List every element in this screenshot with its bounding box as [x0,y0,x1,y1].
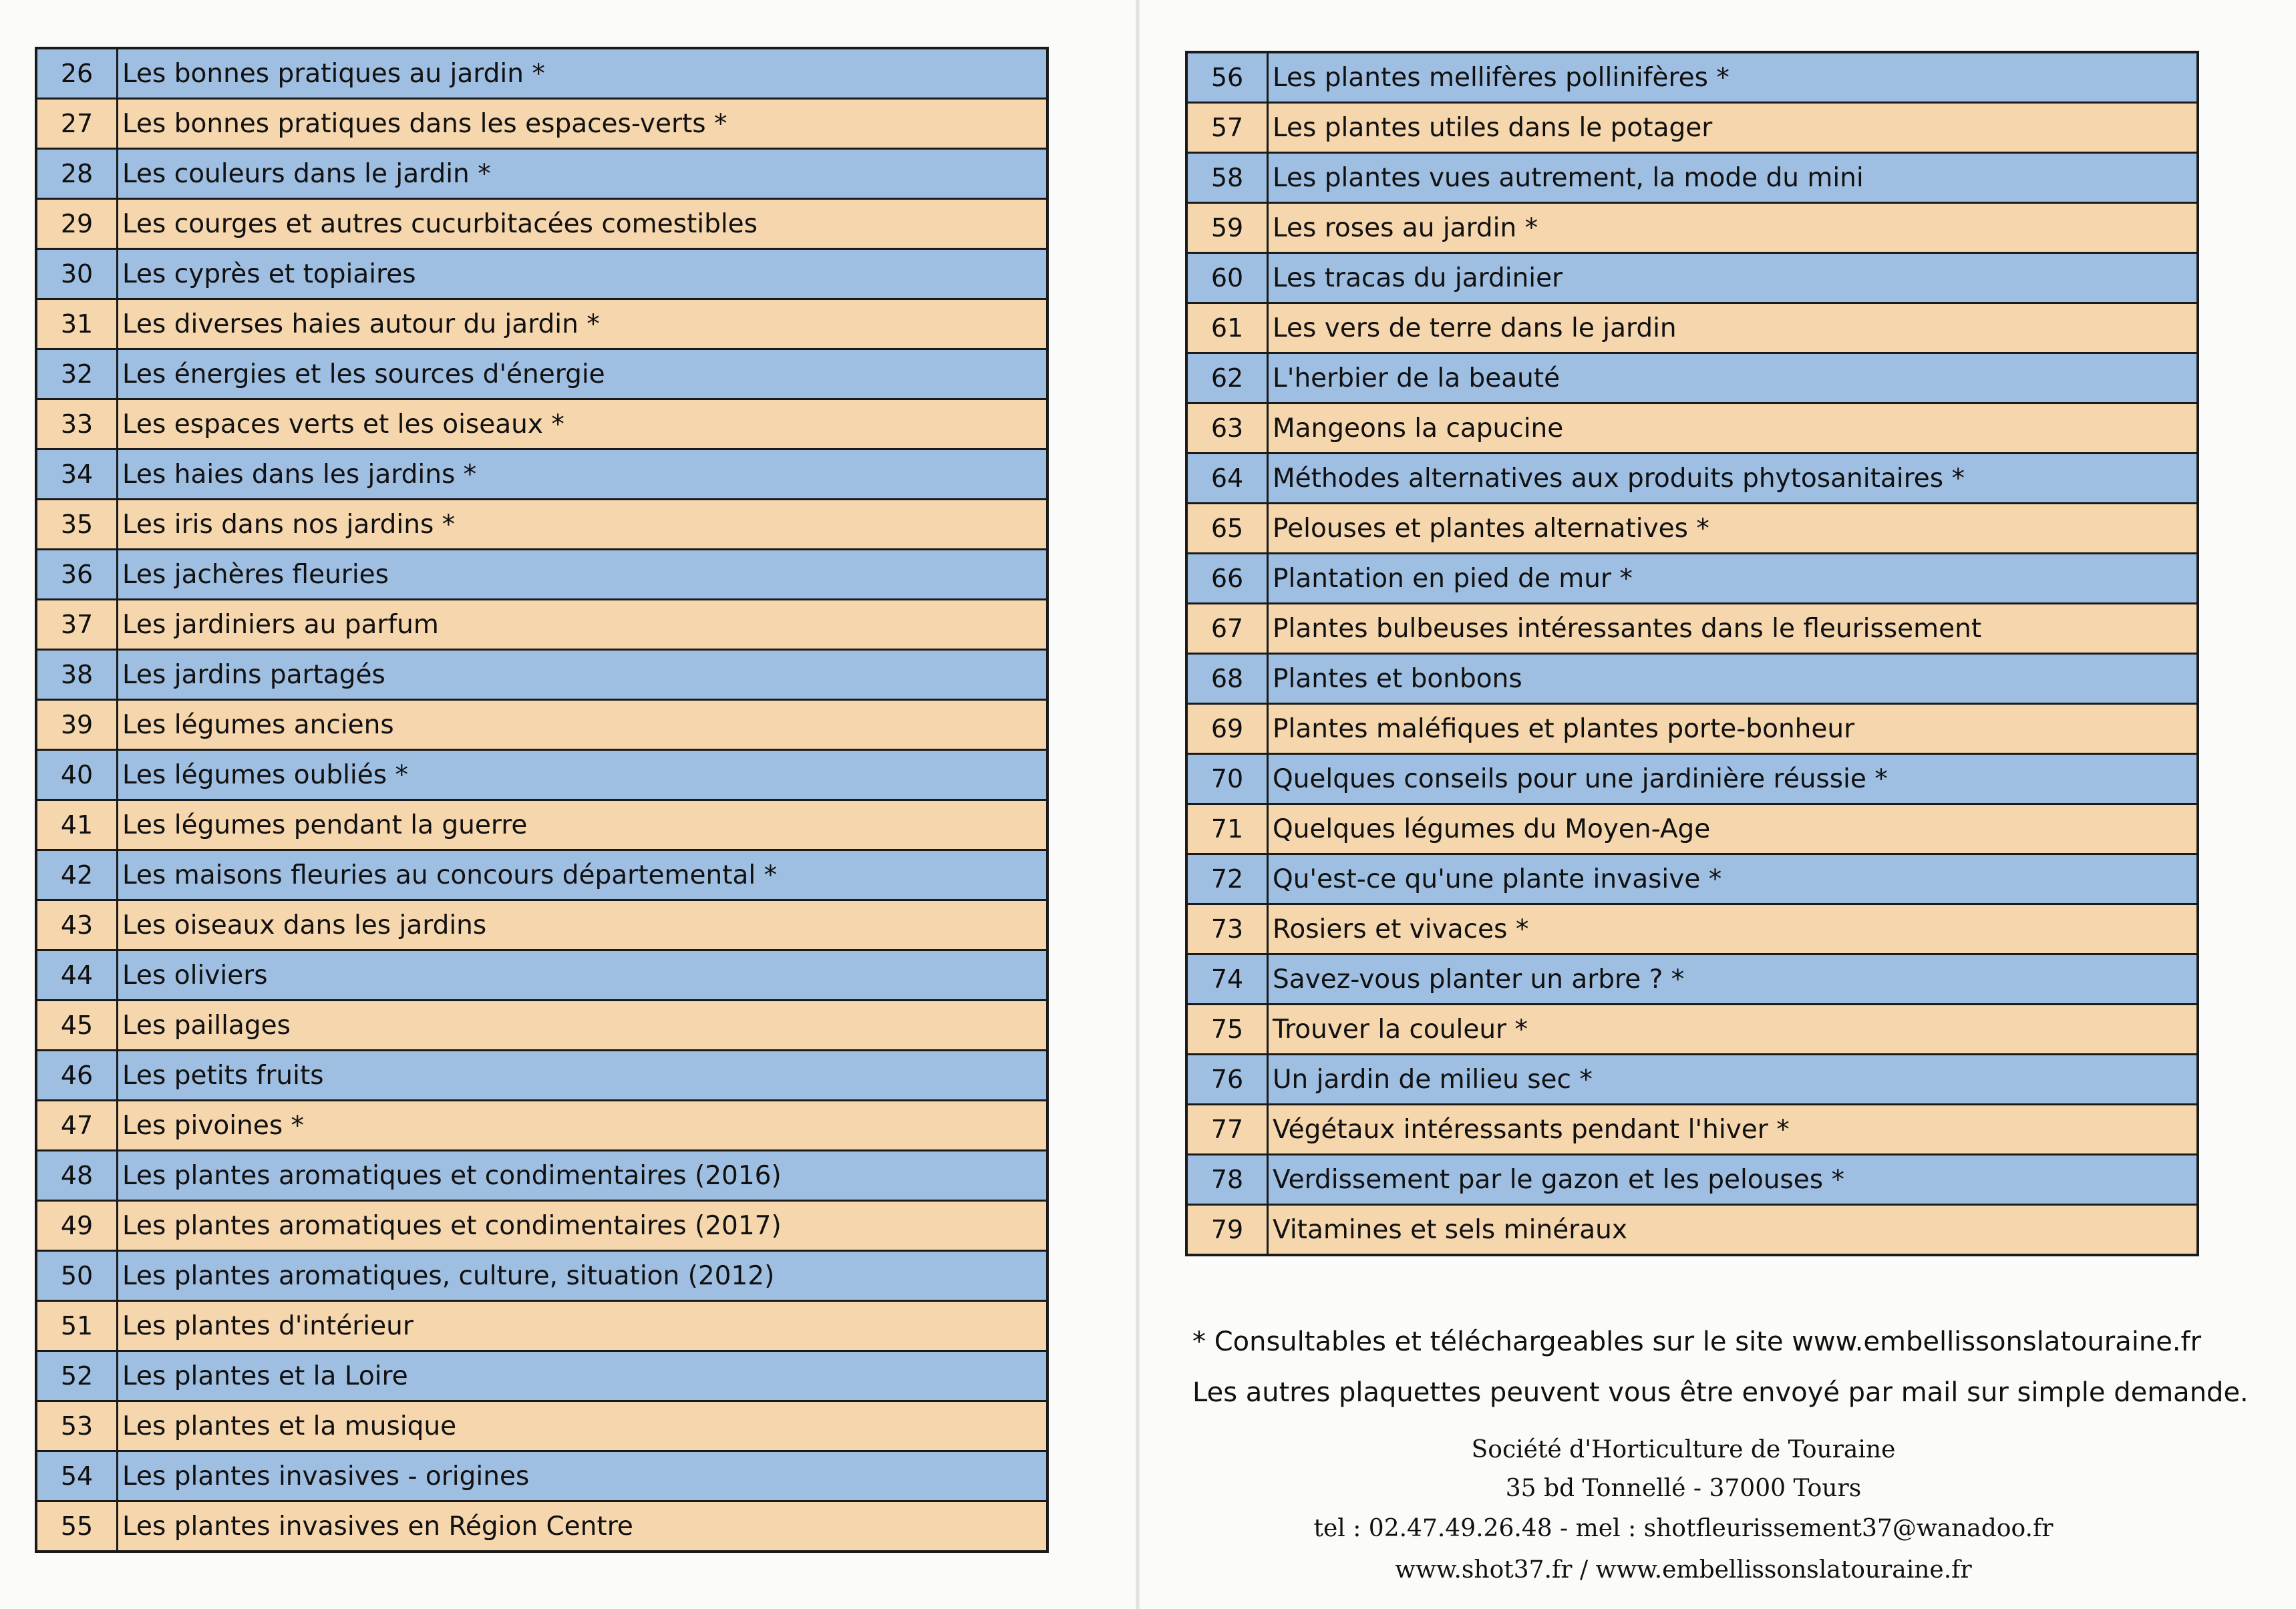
table-row [36,399,1047,450]
entry-title: Verdissement par le gazon et les pelouses * [1268,1155,2198,1205]
table-row [1186,103,2198,153]
entry-title: Les légumes anciens [118,700,1048,750]
entry-title: Les pivoines * [118,1101,1048,1151]
entry-title: Vitamines et sels minéraux [1268,1205,2198,1256]
entry-number: 70 [1186,754,1268,804]
table-row [36,1101,1047,1151]
entry-number: 39 [36,700,118,750]
entry-title: Les légumes oubliés * [118,750,1048,800]
entry-number: 34 [36,450,118,500]
table-row [1186,1205,2198,1256]
entry-number: 61 [1186,303,1268,353]
mail-request-note: Les autres plaquettes peuvent vous être envoyé par mail sur simple demande. [1192,1377,2249,1408]
entry-number: 31 [36,299,118,349]
society-contact: tel : 02.47.49.26.48 - mel : shotfleurissement37@wanadoo.fr [1313,1515,2054,1542]
left-index-table [35,47,1049,1553]
table-row [1186,504,2198,554]
table-row [36,900,1047,950]
entry-title: Les paillages [118,1001,1048,1051]
table-row [36,1351,1047,1401]
table-row [1186,203,2198,253]
table-row [1186,804,2198,854]
entry-title: Trouver la couleur * [1268,1005,2198,1055]
table-row [36,249,1047,299]
table-row [36,1251,1047,1301]
entry-number: 71 [1186,804,1268,854]
entry-number: 42 [36,850,118,900]
entry-title: Pelouses et plantes alternatives * [1268,504,2198,554]
table-row [36,550,1047,600]
entry-title: Végétaux intéressants pendant l'hiver * [1268,1105,2198,1155]
entry-number: 58 [1186,153,1268,203]
entry-title: Les petits fruits [118,1051,1048,1101]
table-row [36,1201,1047,1251]
entry-title: Les couleurs dans le jardin * [118,149,1048,199]
entry-number: 49 [36,1201,118,1251]
entry-number: 57 [1186,103,1268,153]
entry-title: Les jachères fleuries [118,550,1048,600]
table-row [1186,654,2198,704]
table-row [1186,1105,2198,1155]
table-row [36,48,1047,99]
entry-title: Les oliviers [118,950,1048,1001]
entry-title: Les iris dans nos jardins * [118,500,1048,550]
entry-number: 65 [1186,504,1268,554]
table-row [1186,1155,2198,1205]
entry-number: 36 [36,550,118,600]
entry-title: Les vers de terre dans le jardin [1268,303,2198,353]
table-row [1186,253,2198,303]
entry-number: 75 [1186,1005,1268,1055]
entry-title: Les tracas du jardinier [1268,253,2198,303]
entry-title: Les plantes vues autrement, la mode du mini [1268,153,2198,203]
entry-number: 63 [1186,403,1268,454]
table-row [36,850,1047,900]
table-row [36,99,1047,149]
entry-number: 69 [1186,704,1268,754]
table-row [1186,704,2198,754]
entry-number: 54 [36,1451,118,1501]
entry-number: 30 [36,249,118,299]
entry-number: 27 [36,99,118,149]
entry-title: Les énergies et les sources d'énergie [118,349,1048,399]
table-row [1186,454,2198,504]
entry-title: Les haies dans les jardins * [118,450,1048,500]
entry-number: 26 [36,48,118,99]
entry-title: Les cyprès et topiaires [118,249,1048,299]
entry-number: 52 [36,1351,118,1401]
entry-number: 32 [36,349,118,399]
entry-title: Les diverses haies autour du jardin * [118,299,1048,349]
entry-number: 67 [1186,604,1268,654]
table-row [1186,1005,2198,1055]
entry-number: 74 [1186,954,1268,1005]
table-row [36,1501,1047,1552]
table-row [1186,52,2198,103]
downloadable-note: * Consultables et téléchargeables sur le site www.embellissonslatouraine.fr [1192,1326,2202,1357]
entry-title: Les espaces verts et les oiseaux * [118,399,1048,450]
table-row [1186,153,2198,203]
entry-number: 46 [36,1051,118,1101]
entry-number: 48 [36,1151,118,1201]
table-row [36,1051,1047,1101]
entry-number: 59 [1186,203,1268,253]
entry-title: Un jardin de milieu sec * [1268,1055,2198,1105]
entry-title: Les oiseaux dans les jardins [118,900,1048,950]
entry-number: 55 [36,1501,118,1552]
table-row [36,950,1047,1001]
entry-title: Plantes et bonbons [1268,654,2198,704]
entry-title: Plantes bulbeuses intéressantes dans le fleurissement [1268,604,2198,654]
table-row [36,800,1047,850]
entry-number: 62 [1186,353,1268,403]
entry-number: 66 [1186,554,1268,604]
entry-title: Plantes maléfiques et plantes porte-bonheur [1268,704,2198,754]
entry-title: Les plantes utiles dans le potager [1268,103,2198,153]
table-row [1186,854,2198,904]
left-index-body [36,48,1047,1552]
entry-title: Mangeons la capucine [1268,403,2198,454]
table-row [36,650,1047,700]
entry-number: 47 [36,1101,118,1151]
entry-title: Les plantes invasives - origines [118,1451,1048,1501]
entry-number: 77 [1186,1105,1268,1155]
entry-number: 56 [1186,52,1268,103]
entry-number: 79 [1186,1205,1268,1256]
entry-number: 51 [36,1301,118,1351]
table-row [36,600,1047,650]
entry-title: Les légumes pendant la guerre [118,800,1048,850]
table-row [1186,403,2198,454]
entry-title: Les plantes et la musique [118,1401,1048,1451]
page-fold [1136,0,1140,1609]
society-address: 35 bd Tonnellé - 37000 Tours [1505,1475,1862,1502]
entry-number: 68 [1186,654,1268,704]
table-row [36,450,1047,500]
table-row [1186,1055,2198,1105]
table-row [36,500,1047,550]
table-row [36,349,1047,399]
entry-title: Les plantes aromatiques et condimentaires (2017) [118,1201,1048,1251]
entry-title: Les plantes invasives en Région Centre [118,1501,1048,1552]
table-row [1186,604,2198,654]
table-row [36,1401,1047,1451]
entry-number: 28 [36,149,118,199]
society-websites: www.shot37.fr / www.embellissonslatouraine.fr [1395,1556,1972,1584]
entry-number: 43 [36,900,118,950]
entry-title: Les plantes aromatiques, culture, situation (2012) [118,1251,1048,1301]
entry-title: Rosiers et vivaces * [1268,904,2198,954]
entry-number: 41 [36,800,118,850]
table-row [36,199,1047,249]
table-row [36,1301,1047,1351]
entry-number: 78 [1186,1155,1268,1205]
entry-number: 53 [36,1401,118,1451]
table-row [1186,754,2198,804]
entry-title: Plantation en pied de mur * [1268,554,2198,604]
entry-number: 40 [36,750,118,800]
table-row [36,299,1047,349]
entry-number: 44 [36,950,118,1001]
entry-number: 35 [36,500,118,550]
table-row [36,1451,1047,1501]
table-row [36,700,1047,750]
entry-number: 33 [36,399,118,450]
entry-title: Quelques légumes du Moyen-Age [1268,804,2198,854]
entry-number: 45 [36,1001,118,1051]
table-row [36,750,1047,800]
entry-number: 76 [1186,1055,1268,1105]
right-index-table [1185,51,2199,1256]
entry-title: Les plantes mellifères pollinifères * [1268,52,2198,103]
entry-title: Les jardiniers au parfum [118,600,1048,650]
entry-title: Quelques conseils pour une jardinière réussie * [1268,754,2198,804]
entry-title: Les maisons fleuries au concours départemental * [118,850,1048,900]
right-index-body [1186,52,2198,1255]
table-row [1186,554,2198,604]
entry-title: Les roses au jardin * [1268,203,2198,253]
entry-number: 73 [1186,904,1268,954]
entry-number: 38 [36,650,118,700]
entry-number: 37 [36,600,118,650]
entry-title: Méthodes alternatives aux produits phytosanitaires * [1268,454,2198,504]
entry-number: 60 [1186,253,1268,303]
entry-number: 64 [1186,454,1268,504]
entry-title: L'herbier de la beauté [1268,353,2198,403]
society-name: Société d'Horticulture de Touraine [1471,1436,1896,1463]
entry-title: Les bonnes pratiques dans les espaces-verts * [118,99,1048,149]
entry-title: Les bonnes pratiques au jardin * [118,48,1048,99]
entry-title: Savez-vous planter un arbre ? * [1268,954,2198,1005]
table-row [1186,954,2198,1005]
entry-title: Les jardins partagés [118,650,1048,700]
entry-title: Les plantes d'intérieur [118,1301,1048,1351]
table-row [1186,303,2198,353]
table-row [36,149,1047,199]
table-row [36,1151,1047,1201]
entry-title: Les courges et autres cucurbitacées comestibles [118,199,1048,249]
entry-number: 29 [36,199,118,249]
entry-title: Les plantes aromatiques et condimentaires (2016) [118,1151,1048,1201]
table-row [1186,353,2198,403]
table-row [1186,904,2198,954]
entry-number: 72 [1186,854,1268,904]
entry-title: Les plantes et la Loire [118,1351,1048,1401]
entry-number: 50 [36,1251,118,1301]
entry-title: Qu'est-ce qu'une plante invasive * [1268,854,2198,904]
table-row [36,1001,1047,1051]
